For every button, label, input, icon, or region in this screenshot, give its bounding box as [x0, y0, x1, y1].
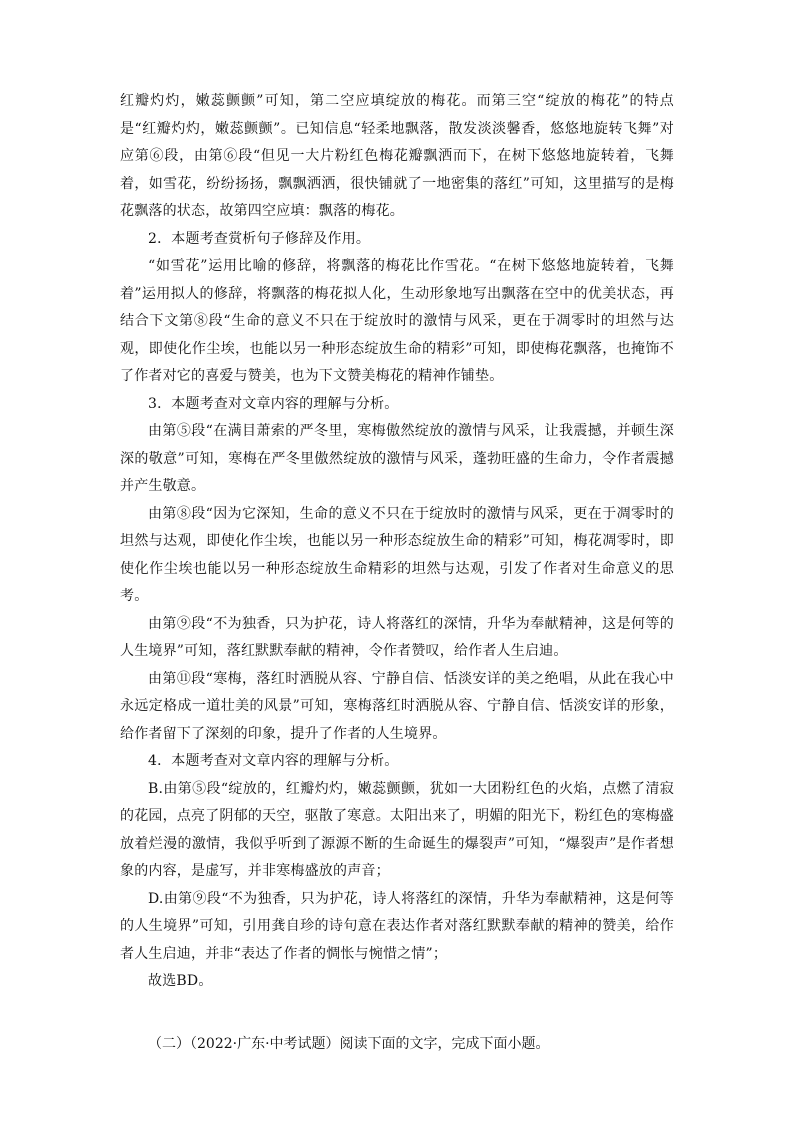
question-4-heading: 4．本题考查对文章内容的理解与分析。 — [148, 753, 399, 769]
answer-paragraph-3d: 由第⑪段“寒梅，落红时洒脱从容、宁静自信、恬淡安详的美之绝唱，从此在我心中永远定格成一道壮美的风景”可知，寒梅落红时洒脱从容、宁静自信、恬淡安详的形象，给作者留下了深刻的印象，提升了作者的人生境界。 — [120, 670, 674, 742]
answer-paragraph-1: 红瓣灼灼，嫩蕊颤颤”可知，第二空应填绽放的梅花。而第三空“绽放的梅花”的特点是“红瓣灼灼，嫩蕊颤颤”。已知信息“轻柔地飘落，散发淡淡馨香，悠悠地旋转飞舞”对应第⑥段，由第⑥段“但见一大片粉红色梅花瓣飘洒而下，在树下悠悠地旋转着，飞舞着，如雪花，纷纷扬扬，飘飘洒洒，很快铺就了一地密集的落红”可知，这里描写的是梅花飘落的状态，故第四空应填：飘落的梅花。 — [120, 93, 674, 219]
question-3-heading: 3．本题考查对文章内容的理解与分析。 — [148, 395, 399, 412]
answer-paragraph-2: “如雪花”运用比喻的修辞，将飘落的梅花比作雪花。“在树下悠悠地旋转着，飞舞着”运用拟人的修辞，将飘落的梅花拟人化，生动形象地写出飘落在空中的优美状态，再结合下文第⑧段“生命的意义不只在于绽放时的激情与风采，更在于凋零时的坦然与达观，即使化作尘埃，也能以另一种形态绽放生命的精彩”可知，即使梅花飘落，也掩饰不了作者对它的喜爱与赞美，也为下文赞美梅花的精神作铺垫。 — [120, 258, 674, 384]
answer-paragraph-3b: 由第⑧段“因为它深知，生命的意义不只在于绽放时的激情与风采，更在于凋零时的坦然与达观，即使化作尘埃，也能以另一种形态绽放生命的精彩”可知，梅花凋零时，即使化作尘埃也能以另一种形态绽放生命精彩的坦然与达观，引发了作者对生命意义的思考。 — [120, 505, 674, 604]
option-d-analysis: D.由第⑨段“不为独香，只为护花，诗人将落红的深情，升华为奉献精神，这是何等的人生境界”可知，引用龚自珍的诗句意在表达作者对落红默默奉献的精神的赞美，给作者人生启迪，并非“表达了作者的惆怅与惋惜之情”； — [120, 890, 674, 962]
answer-paragraph-3a: 由第⑤段“在满目萧索的严冬里，寒梅傲然绽放的激情与风采，让我震撼，并顿生深深的敬意”可知，寒梅在严冬里傲然绽放的激情与风采，蓬勃旺盛的生命力，令作者震撼并产生敬意。 — [120, 423, 674, 494]
answer-paragraph-3c: 由第⑨段“不为独香，只为护花，诗人将落红的深情，升华为奉献精神，这是何等的人生境界”可知，落红默默奉献的精神，令作者赞叹，给作者人生启迪。 — [120, 615, 674, 659]
option-b-analysis: B.由第⑤段“绽放的，红瓣灼灼，嫩蕊颤颤，犹如一大团粉红色的火焰，点燃了清寂的花园，点亮了阴郁的天空，驱散了寒意。太阳出来了，明媚的阳光下，粉红色的寒梅盛放着烂漫的激情，我似乎听到了源源不断的生命诞生的爆裂声”可知，“爆裂声”是作者想象的内容，是虚写，并非寒梅盛放的声音； — [120, 780, 674, 879]
question-2-heading: 2．本题考查赏析句子修辞及作用。 — [148, 230, 371, 247]
section-heading: （二）（2022·广东·中考试题）阅读下面的文字，完成下面小题。 — [148, 1035, 550, 1052]
answer-choice: 故选BD。 — [148, 973, 213, 989]
